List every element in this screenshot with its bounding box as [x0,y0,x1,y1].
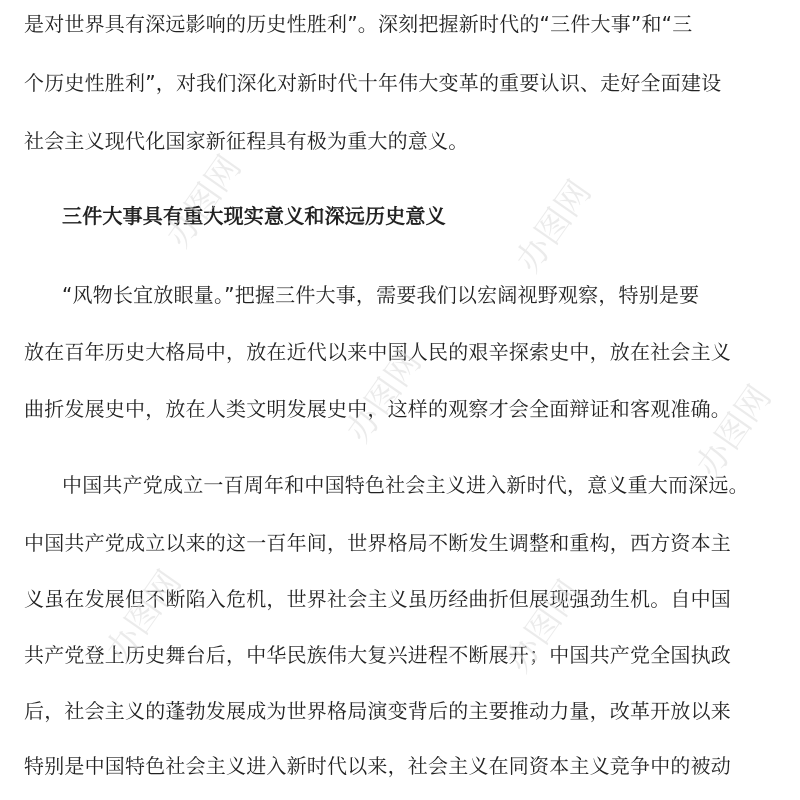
paragraph-1-line-3: 社会主义现代化国家新征程具有极为重大的意义。 [24,129,469,153]
watermark: 办图网 [688,378,780,485]
paragraph-3-line-1: 中国共产党成立一百周年和中国特色社会主义进入新时代，意义重大而深远。 [62,473,749,497]
paragraph-3-line-6: 特别是中国特色社会主义进入新时代以来，社会主义在同资本主义竞争中的被动 [24,754,731,778]
paragraph-2-line-2: 放在百年历史大格局中，放在近代以来中国人民的艰辛探索史中，放在社会主义 [24,340,731,364]
paragraph-3-line-4: 共产党登上历史舞台后，中华民族伟大复兴进程不断展开；中国共产党全国执政 [24,643,731,667]
paragraph-2-line-3: 曲折发展史中，放在人类文明发展史中，这样的观察才会全面辩证和客观准确。 [24,397,731,421]
watermark: 办图网 [338,343,430,450]
paragraph-3-line-5: 后，社会主义的蓬勃发展成为世界格局演变背后的主要推动力量，改革开放以来 [24,699,731,723]
watermark: 办图网 [498,573,590,680]
watermark: 办图网 [98,563,190,670]
watermark: 办图网 [158,148,250,255]
paragraph-1-line-1: 是对世界具有深远影响的历史性胜利”。深刻把握新时代的“三件大事”和“三 [24,12,693,36]
paragraph-2-line-1: “风物长宜放眼量。”把握三件大事，需要我们以宏阔视野观察，特别是要 [62,283,700,307]
paragraph-3-line-2: 中国共产党成立以来的这一百年间，世界格局不断发生调整和重构，西方资本主 [24,531,731,555]
section-heading: 三件大事具有重大现实意义和深远历史意义 [62,204,446,228]
watermark: 办图网 [508,173,600,280]
paragraph-1-line-2: 个历史性胜利”，对我们深化对新时代十年伟大变革的重要认识、走好全面建设 [24,71,722,95]
paragraph-3-line-3: 义虽在发展但不断陷入危机，世界社会主义虽历经曲折但展现强劲生机。自中国 [24,587,731,611]
